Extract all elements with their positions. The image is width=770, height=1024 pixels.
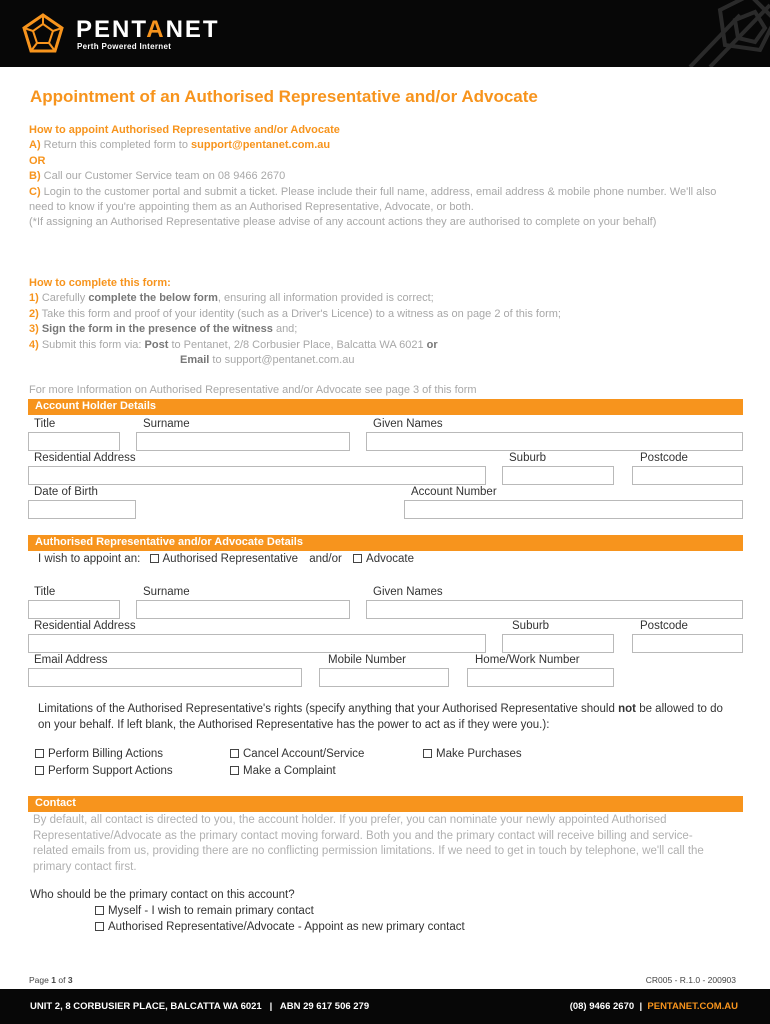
rep-mobile-label: Mobile Number xyxy=(328,654,406,666)
rep-checkbox[interactable]: Authorised Representative xyxy=(150,553,299,565)
checkbox-icon xyxy=(35,766,44,775)
checkbox-icon xyxy=(95,922,104,931)
surname-input[interactable] xyxy=(136,432,350,451)
rep-given-names-input[interactable] xyxy=(366,600,743,619)
page-number: Page 1 of 3 xyxy=(29,975,73,985)
rep-email-input[interactable] xyxy=(28,668,302,687)
rep-email-label: Email Address xyxy=(34,654,108,666)
limit-cancel-checkbox[interactable]: Cancel Account/Service xyxy=(230,748,364,760)
surname-label: Surname xyxy=(143,418,190,430)
appoint-choice-row: I wish to appoint an: Authorised Representative and/or Advocate xyxy=(38,553,414,565)
rep-suburb-input[interactable] xyxy=(502,634,614,653)
footer-contact: (08) 9466 2670 | PENTANET.COM.AU xyxy=(569,1001,738,1012)
advocate-checkbox[interactable]: Advocate xyxy=(353,553,414,565)
account-number-input[interactable] xyxy=(404,500,743,519)
website-link[interactable]: PENTANET.COM.AU xyxy=(647,1001,738,1012)
limit-support-checkbox[interactable]: Perform Support Actions xyxy=(35,765,173,777)
dob-input[interactable] xyxy=(28,500,136,519)
suburb-label: Suburb xyxy=(509,452,547,464)
rep-postcode-label: Postcode xyxy=(640,620,688,632)
account-holder-bar: Account Holder Details xyxy=(28,399,743,415)
rep-residential-address-label: Residential Address xyxy=(34,620,136,632)
primary-contact-question: Who should be the primary contact on this account? xyxy=(30,889,295,901)
footer-address: UNIT 2, 8 CORBUSIER PLACE, BALCATTA WA 6021 | ABN 29 617 506 279 xyxy=(30,1001,370,1012)
account-number-label: Account Number xyxy=(411,486,497,498)
checkbox-icon xyxy=(95,906,104,915)
rep-surname-label: Surname xyxy=(143,586,190,598)
contact-rep-checkbox[interactable]: Authorised Representative/Advocate - Appoint as new primary contact xyxy=(95,921,465,933)
checkbox-icon xyxy=(230,749,239,758)
form-reference: CR005 - R.1.0 - 200903 xyxy=(645,975,736,985)
residential-address-label: Residential Address xyxy=(34,452,136,464)
rep-given-names-label: Given Names xyxy=(373,586,443,598)
rep-suburb-label: Suburb xyxy=(512,620,550,632)
given-names-input[interactable] xyxy=(366,432,743,451)
rep-title-label: Title xyxy=(34,586,56,598)
rep-residential-address-input[interactable] xyxy=(28,634,486,653)
brand-name: PENTANET xyxy=(76,16,220,43)
more-info-text: For more Information on Authorised Representative and/or Advocate see page 3 of this form xyxy=(29,384,477,396)
rep-postcode-input[interactable] xyxy=(632,634,743,653)
rep-mobile-input[interactable] xyxy=(319,668,449,687)
limitations-text: Limitations of the Authorised Representative's rights (specify anything that your Authorised Representative should not be allowed to do on your behalf. If left blank, the Authorised Representative has the power to act as if they were you.): xyxy=(38,703,723,731)
postcode-label: Postcode xyxy=(640,452,688,464)
limit-purchases-checkbox[interactable]: Make Purchases xyxy=(423,748,522,760)
dob-label: Date of Birth xyxy=(34,486,98,498)
rep-details-bar: Authorised Representative and/or Advocate Details xyxy=(28,535,743,551)
limit-billing-checkbox[interactable]: Perform Billing Actions xyxy=(35,748,163,760)
title-label: Title xyxy=(34,418,56,430)
brand-tagline: Perth Powered Internet xyxy=(77,42,172,51)
page-title: Appointment of an Authorised Representative and/or Advocate xyxy=(30,87,538,106)
contact-myself-checkbox[interactable]: Myself - I wish to remain primary contact xyxy=(95,905,314,917)
checkbox-icon xyxy=(150,554,159,563)
checkbox-icon xyxy=(423,749,432,758)
checkbox-icon xyxy=(35,749,44,758)
page-footer xyxy=(0,989,770,1024)
residential-address-input[interactable] xyxy=(28,466,486,485)
rep-home-work-input[interactable] xyxy=(467,668,614,687)
pentanet-logo-icon xyxy=(22,13,64,53)
checkbox-icon xyxy=(353,554,362,563)
support-email-link[interactable]: support@pentanet.com.au xyxy=(191,139,331,152)
rep-home-work-label: Home/Work Number xyxy=(475,654,580,666)
given-names-label: Given Names xyxy=(373,418,443,430)
title-input[interactable] xyxy=(28,432,120,451)
rep-surname-input[interactable] xyxy=(136,600,350,619)
how-to-appoint-section: How to appoint Authorised Representative and/or Advocate A) Return this completed form to support@pentanet.com.au OR B) Call our Customer Service team on 08 9466 2670 C) Login to the customer portal and submit a ticket. Please include their full name, address, email address & mobile phone number. We'll also need to know if you're appointing them as an Authorised Representative, Advocate, or both. (*If assigning an Authorised Representative please advise of any account actions they are authorised to complete on your behalf) xyxy=(29,124,717,229)
postcode-input[interactable] xyxy=(632,466,743,485)
contact-text: By default, all contact is directed to you, the account holder. If you prefer, you can nominate your newly appointed Authorised Representative/Advocate as the primary contact moving forward. Both you and the primary contact will receive billing and service-related emails from us, providing there are no conflicting permission limitations. If we need to get in touch by telephone, we'll call the primary contact first. xyxy=(33,814,704,873)
decorative-pattern-icon xyxy=(650,0,770,67)
rep-title-input[interactable] xyxy=(28,600,120,619)
how-to-complete-section: How to complete this form: 1) Carefully complete the below form, ensuring all information provided is correct; 2) Take this form and proof of your identity (such as a Driver's Licence) to a witness as on page 2 of this form; 3) Sign the form in the presence of the witness and; 4) Submit this form via: Post to Pentanet, 2/8 Corbusier Place, Balcatta WA 6021 or Email to support@pentanet.com.au xyxy=(29,277,561,367)
page-header xyxy=(0,0,770,67)
limit-complaint-checkbox[interactable]: Make a Complaint xyxy=(230,765,336,777)
checkbox-icon xyxy=(230,766,239,775)
suburb-input[interactable] xyxy=(502,466,614,485)
contact-bar: Contact xyxy=(28,796,743,812)
